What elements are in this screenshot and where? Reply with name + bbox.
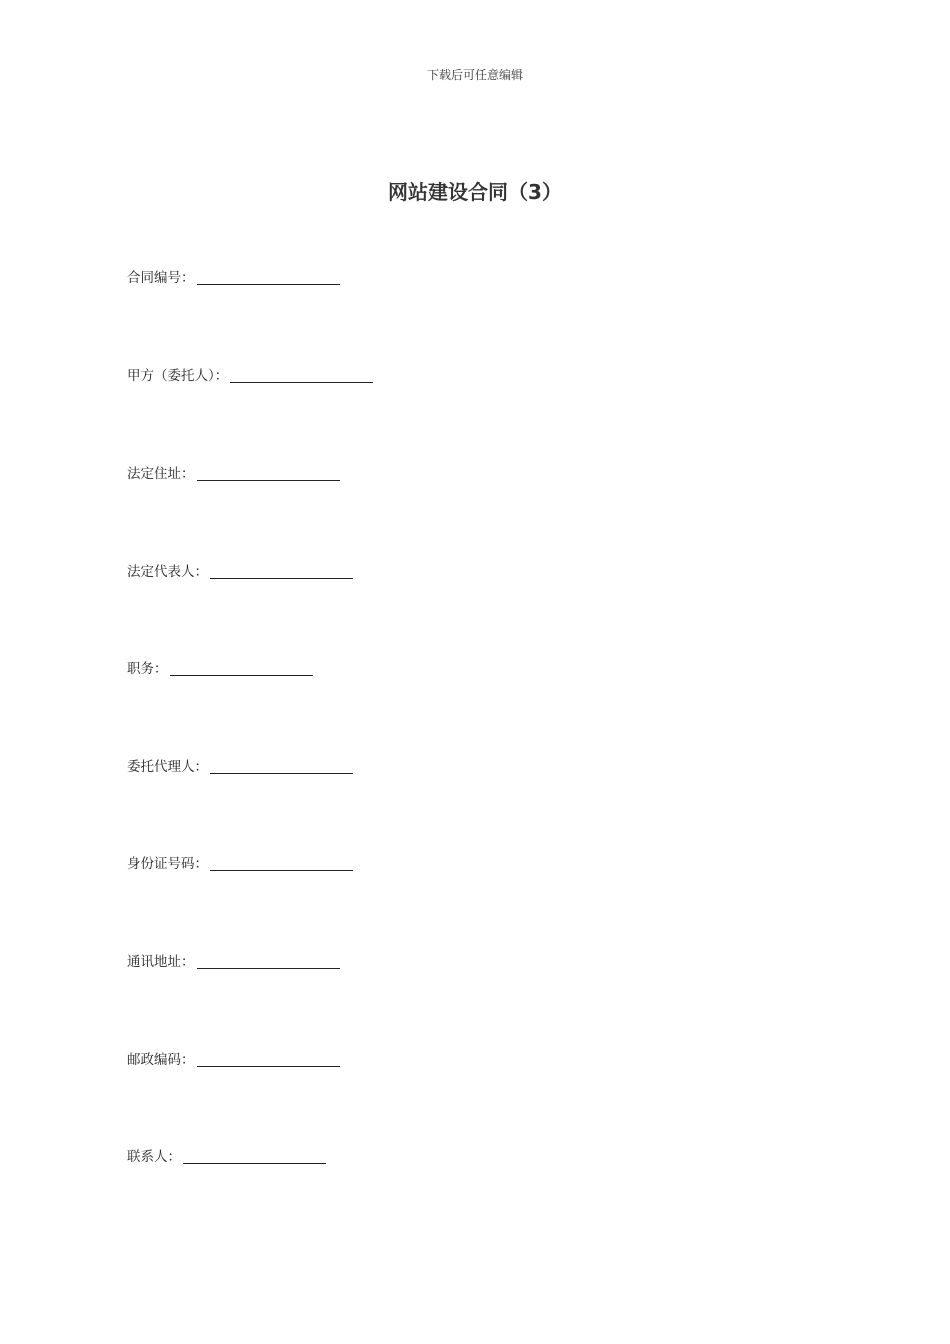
- field-label: 邮政编码：: [127, 1052, 195, 1068]
- field-label: 身份证号码：: [127, 856, 208, 872]
- blank-line: [230, 368, 373, 383]
- field-label: 甲方（委托人）：: [127, 368, 229, 384]
- field-label: 联系人：: [127, 1149, 181, 1165]
- blank-line: [197, 1052, 340, 1067]
- field-label: 委托代理人：: [127, 759, 208, 775]
- field-label: 法定代表人：: [127, 564, 208, 580]
- blank-line: [170, 661, 313, 676]
- field-legal-address: [127, 462, 340, 482]
- blank-line: [183, 1149, 326, 1164]
- field-label: 通讯地址：: [127, 954, 195, 970]
- blank-line: [197, 466, 340, 481]
- blank-line: [210, 564, 353, 579]
- field-label: 法定住址：: [127, 466, 195, 482]
- field-id-number: [127, 852, 353, 872]
- field-position: [127, 657, 313, 677]
- field-contact-person: [127, 1145, 326, 1165]
- field-party-a: [127, 364, 373, 384]
- blank-line: [210, 759, 353, 774]
- field-mailing-address: [127, 950, 340, 970]
- field-contract-number: [127, 266, 340, 286]
- document-title: 网站建设合同（3）: [388, 180, 562, 204]
- field-label: 职务：: [127, 661, 168, 677]
- blank-line: [210, 856, 353, 871]
- blank-line: [197, 270, 340, 285]
- field-authorized-agent: [127, 755, 353, 775]
- field-postal-code: [127, 1048, 340, 1068]
- page-header: 下载后可任意编辑: [426, 68, 523, 82]
- blank-line: [197, 954, 340, 969]
- field-legal-representative: [127, 560, 353, 580]
- field-label: 合同编号：: [127, 270, 195, 286]
